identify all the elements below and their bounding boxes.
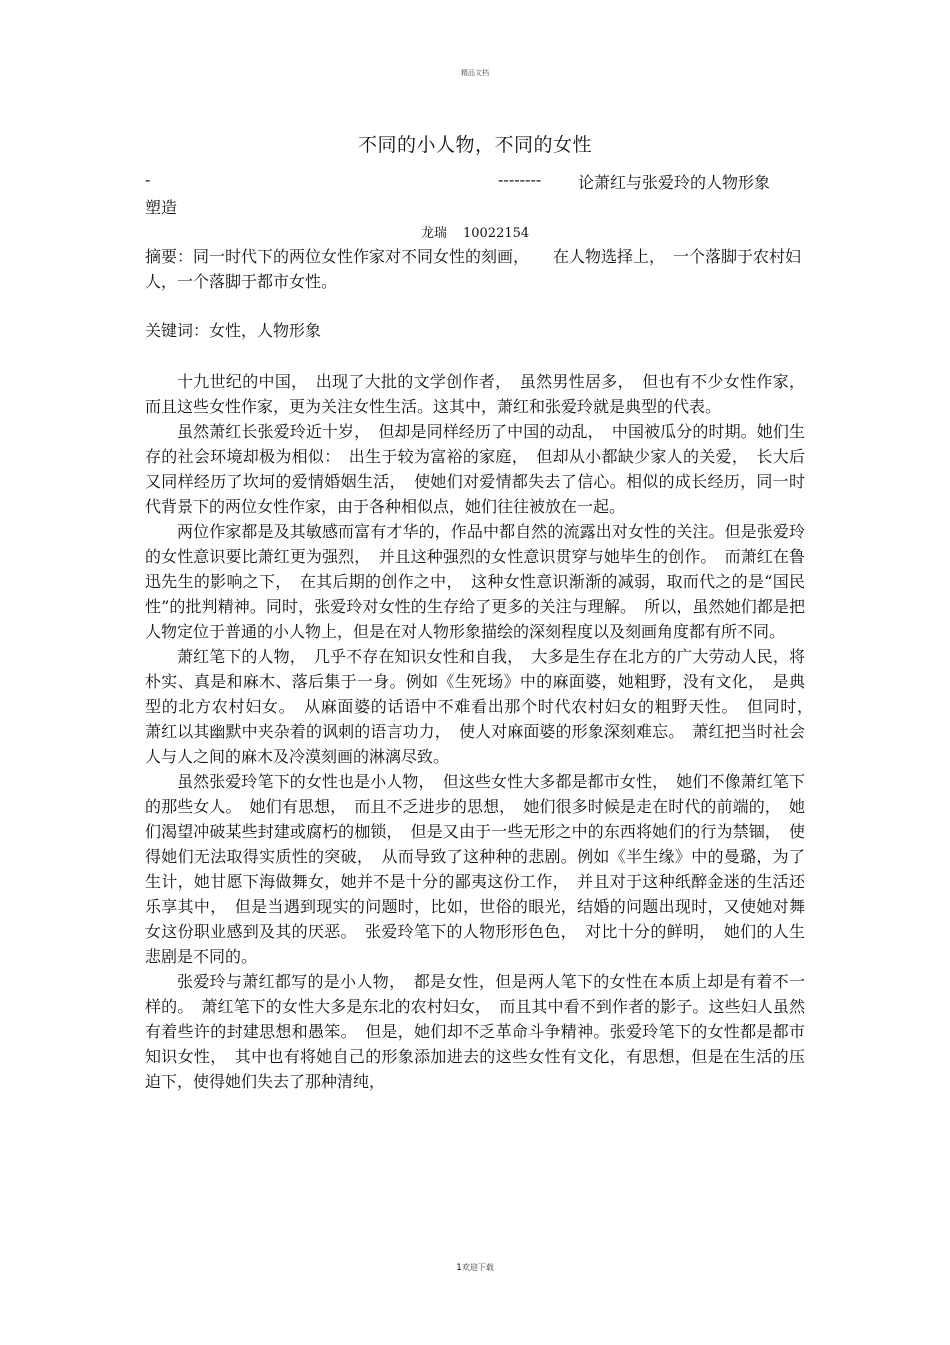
author-line (0, 222, 950, 241)
keywords: 关键词：女性，人物形象 (145, 321, 322, 340)
document-title: 不同的小人物，不同的女性 (357, 134, 592, 156)
subtitle-dash-left: - (145, 170, 151, 189)
paragraph: 萧红笔下的人物， 几乎不存在知识女性和自我， 大多是生存在北方的广大劳动人民，将朴实、真是和麻木、落后集于一身。例如《生死场》中的麻面婆，她粗野，没有文化， 是典型的北方农村妇女。 从麻面婆的话语中不难看出那个时代农村妇女的粗野天性。 但同时， 萧红以其幽默中夹杂着的讽刺的语言功力， 使人对麻面婆的形象深刻难忘。 萧红把当时社会人与人之间的麻木及冷漠刻画的淋漓尽致。 (145, 647, 822, 766)
body-text (145, 369, 822, 1094)
paragraph: 虽然张爱玲笔下的女性也是小人物， 但这些女性大多都是都市女性， 她们不像萧红笔下的那些女人。 她们有思想， 而且不乏进步的思想， 她们很多时候是走在时代的前端的， 她们渴望冲破某些封建或腐朽的枷锁， 但是又由于一些无形之中的东西将她们的行为禁锢， 使得她们无法取得实质性的突破， 从而导致了这种种的悲剧。例如《半生缘》中的曼璐，为了生计，她甘愿下海做舞女，她并不是十分的鄙夷这份工作， 并且对于这种纸醉金迷的生活还乐享其中， 但是当遇到现实的问题时，比如，世俗的眼光，结婚的问题出现时，又使她对舞女这份职业感到及其的厌恶。 张爱玲笔下的人物形形色色， 对比十分的鲜明， 她们的人生悲剧是不同的。 (145, 772, 805, 966)
page-number: 1 (456, 1263, 462, 1273)
abstract: 摘要：同一时代下的两位女性作家对不同女性的刻画， 在人物选择上， 一个落脚于农村妇人，一个落脚于都市女性。 (145, 247, 802, 291)
subtitle-text: 论萧红与张爱玲的人物形象 (578, 173, 771, 192)
paragraph: 虽然萧红长张爱玲近十岁， 但却是同样经历了中国的动乱， 中国被瓜分的时期。她们生存的社会环境却极为相似： 出生于较为富裕的家庭， 但却从小都缺少家人的关爱， 长大后又同样经历了坎坷的爱情婚姻生活， 使她们对爱情都失去了信心。相似的成长经历，同一时代背景下的两位女性作家，由于各种相似点，她们往往被放在一起。 (145, 422, 805, 516)
subtitle-line (145, 170, 805, 194)
footer (0, 1262, 950, 1273)
subtitle-wrap: 塑造 (145, 198, 178, 217)
footer-watermark: 欢迎下载 (461, 1263, 494, 1272)
subtitle-dash-right: -------- (498, 170, 542, 189)
paragraph: 十九世纪的中国， 出现了大批的文学创作者， 虽然男性居多， 但也有不少女性作家，而且这些女性作家，更为关注女性生活。这其中，萧红和张爱玲就是典型的代表。 (145, 372, 805, 416)
author-id: 10022154 (462, 226, 530, 241)
author-name: 龙瑞 (420, 226, 447, 241)
paragraph: 两位作家都是及其敏感而富有才华的，作品中都自然的流露出对女性的关注。但是张爱玲的女性意识要比萧红更为强烈， 并且这种强烈的女性意识贯穿与她毕生的创作。 而萧红在鲁迅先生的影响之下， 在其后期的创作之中， 这种女性意识渐渐的减弱，取而代之的是“国民性”的批判精神。同时，张爱玲对女性的生存给了更多的关注与理解。 所以，虽然她们都是把人物定位于普通的小人物上，但是在对人物形象描绘的深刻程度以及刻画角度都有所不同。 (145, 522, 805, 641)
header-watermark: 精品文档 (461, 69, 489, 77)
paragraph: 张爱玲与萧红都写的是小人物， 都是女性，但是两人笔下的女性在本质上却是有着不一样的。 萧红笔下的女性大多是东北的农村妇女， 而且其中看不到作者的影子。这些妇人虽然有着些许的封建思想和愚笨。 但是，她们却不乏革命斗争精神。张爱玲笔下的女性都是都市知识女性， 其中也有将她自己的形象添加进去的这些女性有文化，有思想，但是在生活的压迫下，使得她们失去了那种清纯， (145, 972, 805, 1091)
